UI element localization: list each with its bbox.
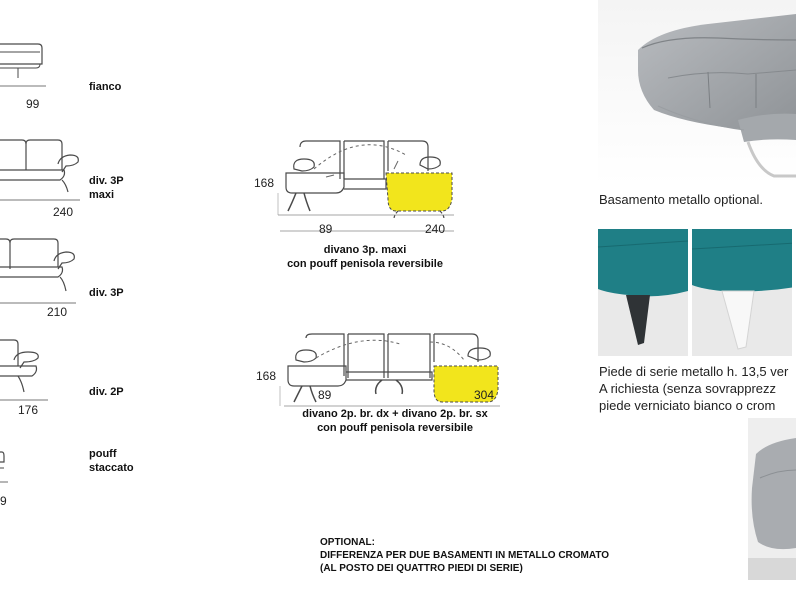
- pouff-dim: 9: [0, 494, 7, 508]
- optional-note: OPTIONAL: DIFFERENZA PER DUE BASAMENTI IN METALLO CROMATO (AL POSTO DEI QUATTRO PIEDI DI SERIE): [320, 537, 610, 574]
- div-2p-drawing: [0, 336, 82, 406]
- config2-caption: divano 2p. br. dx + divano 2p. br. sx con pouff penisola reversibile: [302, 408, 488, 434]
- config2-depth: 168: [256, 369, 277, 383]
- config1-chaise: 89: [319, 222, 333, 236]
- config1-depth: 168: [254, 176, 275, 190]
- fianco-drawing: [0, 40, 50, 90]
- div-3p-maxi-label: div. 3P maxi: [89, 175, 124, 201]
- feet-photos: [598, 229, 796, 356]
- sofa-photo-corner: [748, 418, 796, 580]
- config2-width: 304: [474, 388, 495, 402]
- fianco-dim: 99: [26, 97, 40, 111]
- config1-width: 240: [425, 222, 446, 236]
- div-3p-dim: 210: [47, 305, 68, 319]
- feet-caption: Piede di serie metallo h. 13,5 ver A richiesta (senza sovrapprezz piede verniciato bianco o crom: [599, 364, 789, 413]
- div-2p-label: div. 2P: [89, 386, 124, 398]
- sofa-photo-metal-base: [598, 0, 796, 185]
- pouff-drawing: [0, 448, 20, 488]
- config-3p-maxi-drawing: [270, 135, 470, 225]
- div-3p-drawing: [0, 237, 82, 307]
- div-2p-dim: 176: [18, 403, 39, 417]
- base-caption: Basamento metallo optional.: [599, 192, 764, 207]
- config2-chaise: 89: [318, 388, 332, 402]
- div-3p-label: div. 3P: [89, 287, 124, 299]
- config1-caption: divano 3p. maxi con pouff penisola reversibile: [287, 244, 443, 270]
- div-3p-maxi-drawing: [0, 138, 82, 208]
- div-3p-maxi-dim: 240: [53, 205, 74, 219]
- pouff-label: pouff staccato: [89, 448, 134, 474]
- fianco-label: fianco: [89, 81, 122, 93]
